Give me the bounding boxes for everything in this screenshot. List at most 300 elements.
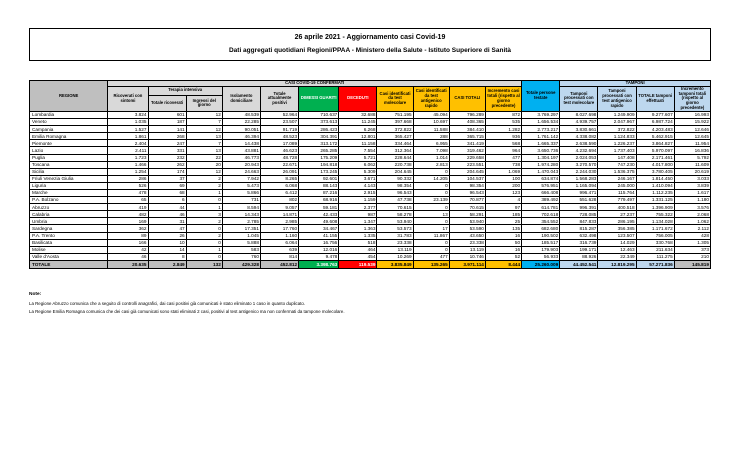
col-header-regione: REGIONE: [30, 81, 108, 112]
value-cell: 0: [413, 239, 449, 246]
value-cell: 1.159: [339, 197, 377, 204]
value-cell: 1: [186, 204, 222, 211]
value-cell: 52: [485, 253, 521, 260]
notes-section: [29, 292, 709, 317]
value-cell: 97: [485, 204, 521, 211]
value-cell: 3.824: [108, 111, 148, 118]
value-cell: 268: [148, 133, 186, 140]
value-cell: 24.663: [222, 168, 260, 175]
value-cell: 814: [260, 253, 298, 260]
value-cell: 2.112: [674, 225, 710, 232]
table-row: [30, 111, 711, 118]
value-cell: 47.738: [377, 197, 413, 204]
value-cell: 16: [485, 232, 521, 239]
region-name: Sicilia: [30, 168, 108, 175]
value-cell: 286: [108, 175, 148, 182]
value-cell: 1.396.909: [636, 204, 674, 211]
value-cell: 5.473: [222, 182, 260, 189]
value-cell: 47: [148, 225, 186, 232]
value-cell: 194.818: [299, 161, 339, 168]
value-cell: 3.830.661: [560, 126, 598, 133]
value-cell: 1.861: [108, 133, 148, 140]
value-cell: 518: [339, 239, 377, 246]
value-cell: 5.866: [222, 190, 260, 197]
value-cell: 22.671: [260, 161, 298, 168]
value-cell: 5.792: [674, 154, 710, 161]
value-cell: 2.377: [339, 204, 377, 211]
value-cell: 11.609: [674, 161, 710, 168]
value-cell: 1.254: [108, 168, 148, 175]
value-cell: 1.665.337: [522, 140, 560, 147]
value-cell: 3.971.114: [449, 260, 485, 268]
value-cell: 2.024.053: [560, 154, 598, 161]
value-cell: 6.068: [260, 182, 298, 189]
value-cell: 14.343: [222, 211, 260, 218]
value-cell: 286.423: [299, 126, 339, 133]
col-header-isolamento: Isolamento domiciliare: [222, 86, 260, 111]
region-name: Emilia Romagna: [30, 133, 108, 140]
col-header-attualmente-positivi: Totale attualmente positivi: [260, 86, 298, 111]
value-cell: 1.305: [674, 239, 710, 246]
col-header-ti-ingressi-giorno: Ingressi del giorno: [186, 95, 222, 111]
value-cell: 48.539: [222, 111, 260, 118]
value-cell: 373: [674, 246, 710, 253]
value-cell: 4.143: [339, 182, 377, 189]
value-cell: 288: [413, 133, 449, 140]
value-cell: 204.645: [449, 168, 485, 175]
value-cell: 1.249.909: [598, 111, 636, 118]
value-cell: 13.119: [449, 246, 485, 253]
region-name: Liguria: [30, 182, 108, 189]
value-cell: 37: [148, 175, 186, 182]
value-cell: 634.874: [522, 175, 560, 182]
value-cell: 10.269: [377, 253, 413, 260]
value-cell: 98.354: [377, 182, 413, 189]
col-header-totale-tamponi: TOTALE tamponi effettuati: [636, 86, 674, 111]
value-cell: 2.985: [260, 218, 298, 225]
value-cell: 12.463: [598, 246, 636, 253]
value-cell: 70.615: [377, 204, 413, 211]
value-cell: 12: [186, 111, 222, 118]
value-cell: 174: [148, 168, 186, 175]
value-cell: 3.576: [674, 204, 710, 211]
value-cell: 32.688: [339, 111, 377, 118]
table-row: [30, 154, 711, 161]
region-name: P.A. Trento: [30, 232, 108, 239]
value-cell: 1.124.833: [598, 133, 636, 140]
value-cell: 199.171: [560, 246, 598, 253]
value-cell: 53.940: [377, 218, 413, 225]
value-cell: 46.773: [222, 154, 260, 161]
value-cell: 1.062: [674, 218, 710, 225]
value-cell: 204.645: [377, 168, 413, 175]
value-cell: 245.000: [598, 182, 636, 189]
value-cell: 8.027.698: [560, 111, 598, 118]
value-cell: 2.411: [108, 147, 148, 154]
value-cell: 59.181: [299, 204, 339, 211]
covid-data-table: [29, 80, 711, 269]
value-cell: 14.438: [222, 140, 260, 147]
value-cell: 111.275: [636, 253, 674, 260]
value-cell: 702.618: [522, 211, 560, 218]
table-row: [30, 246, 711, 253]
value-cell: 17.351: [222, 225, 260, 232]
value-cell: 2.171.461: [636, 154, 674, 161]
value-cell: 13.119: [377, 246, 413, 253]
value-cell: 20: [186, 161, 222, 168]
value-cell: 265.285: [299, 147, 339, 154]
value-cell: 132: [186, 260, 222, 268]
value-cell: 1.527: [108, 126, 148, 133]
col-header-tamponi-molecolare: Tamponi processati con test molecolare: [560, 86, 598, 111]
value-cell: 22: [186, 154, 222, 161]
value-cell: 847.833: [560, 218, 598, 225]
value-cell: 26: [148, 232, 186, 239]
value-cell: 12: [186, 126, 222, 133]
col-header-incremento-casi: Incremento casi totali (rispetto al giorno precedente): [485, 86, 521, 111]
value-cell: 17: [413, 225, 449, 232]
value-cell: 372.822: [598, 126, 636, 133]
value-cell: 187: [148, 119, 186, 126]
value-cell: 31.783: [377, 232, 413, 239]
value-cell: 50: [485, 239, 521, 246]
value-cell: 20.635: [108, 260, 148, 268]
value-cell: 9.478: [299, 253, 339, 260]
value-cell: 13: [413, 211, 449, 218]
value-cell: 7.098: [413, 147, 449, 154]
value-cell: 200: [485, 182, 521, 189]
value-cell: 45.094: [413, 111, 449, 118]
value-cell: 760: [222, 253, 260, 260]
value-cell: 1.226.237: [598, 140, 636, 147]
value-cell: 3.650.736: [522, 147, 560, 154]
value-cell: 3.780.405: [636, 168, 674, 175]
value-cell: 0: [186, 253, 222, 260]
value-cell: 26.091: [260, 168, 298, 175]
table-row: [30, 190, 711, 197]
page-subtitle: Dati aggregati quotidiani Regioni/PPAA - Ministero della Salute - Istituto Superiore di Sanità: [228, 47, 512, 54]
value-cell: 8.444: [485, 260, 521, 268]
value-cell: 7.554: [339, 147, 377, 154]
value-cell: 400.518: [598, 204, 636, 211]
value-cell: 1.045: [222, 232, 260, 239]
table-row: [30, 232, 711, 239]
value-cell: 48.728: [260, 154, 298, 161]
value-cell: 69: [148, 182, 186, 189]
value-cell: 145.819: [674, 260, 710, 268]
value-cell: 22.349: [598, 253, 636, 260]
value-cell: 11.954: [674, 140, 710, 147]
region-name: Campania: [30, 126, 108, 133]
value-cell: 210: [674, 253, 710, 260]
value-cell: 3.769.297: [522, 111, 560, 118]
value-cell: 2: [186, 232, 222, 239]
value-cell: 53.940: [449, 218, 485, 225]
value-cell: 16.836: [674, 147, 710, 154]
value-cell: 1.134.028: [636, 218, 674, 225]
table-row: [30, 225, 711, 232]
value-cell: 738: [485, 161, 521, 168]
value-cell: 8.594: [222, 204, 260, 211]
value-cell: 169: [108, 218, 148, 225]
value-cell: 262: [148, 161, 186, 168]
value-cell: 185: [485, 211, 521, 218]
value-cell: 179.903: [522, 246, 560, 253]
value-cell: 223.551: [449, 161, 485, 168]
value-cell: 0: [413, 204, 449, 211]
value-cell: 11.867: [413, 232, 449, 239]
value-cell: 12.646: [674, 126, 710, 133]
value-cell: 41.155: [299, 232, 339, 239]
region-name: Puglia: [30, 154, 108, 161]
value-cell: 365.715: [449, 133, 485, 140]
value-cell: 1.165.094: [560, 182, 598, 189]
value-cell: 20.619: [674, 168, 710, 175]
value-cell: 1.171.672: [636, 225, 674, 232]
value-cell: 25: [485, 218, 521, 225]
value-cell: 57.271.836: [636, 260, 674, 268]
value-cell: 408.365: [449, 119, 485, 126]
region-name: Umbria: [30, 218, 108, 225]
value-cell: 477: [485, 154, 521, 161]
value-cell: 987: [339, 211, 377, 218]
value-cell: 312.364: [377, 147, 413, 154]
value-cell: 1.536.375: [598, 168, 636, 175]
region-name: Sardegna: [30, 225, 108, 232]
value-cell: 0: [186, 197, 222, 204]
value-cell: 135: [485, 225, 521, 232]
table-row: [30, 147, 711, 154]
value-cell: 96.543: [377, 190, 413, 197]
value-cell: 478: [108, 190, 148, 197]
value-cell: 14.871: [260, 211, 298, 218]
value-cell: 8.265: [260, 175, 298, 182]
value-cell: 2: [186, 218, 222, 225]
value-cell: 1.410.094: [636, 182, 674, 189]
value-cell: 3.398.763: [299, 260, 339, 268]
value-cell: 13: [186, 147, 222, 154]
value-cell: 90.332: [377, 175, 413, 182]
value-cell: 1.470.043: [522, 168, 560, 175]
table-row: [30, 126, 711, 133]
value-cell: 6: [148, 197, 186, 204]
value-cell: 58.278: [377, 211, 413, 218]
value-cell: 3.033: [674, 175, 710, 182]
value-cell: 52.964: [260, 111, 298, 118]
value-cell: 304.391: [299, 133, 339, 140]
value-cell: 568: [485, 140, 521, 147]
value-cell: 46: [108, 253, 148, 260]
value-cell: 751.195: [377, 111, 413, 118]
value-cell: 389.492: [522, 197, 560, 204]
table-row: [30, 133, 711, 140]
value-cell: 141: [148, 126, 186, 133]
value-cell: 429.328: [222, 260, 260, 268]
value-cell: 2.068: [674, 211, 710, 218]
value-cell: 872: [485, 111, 521, 118]
notes-label: Note:: [29, 292, 42, 297]
value-cell: 313.172: [299, 140, 339, 147]
value-cell: 964: [485, 147, 521, 154]
value-cell: 90.051: [222, 126, 260, 133]
value-cell: 454: [339, 253, 377, 260]
value-cell: 44.452.541: [560, 260, 598, 268]
col-header-casi-antigenico: Casi identificati da test antigenico rapido: [413, 86, 449, 111]
value-cell: 0: [186, 225, 222, 232]
value-cell: 17.760: [260, 225, 298, 232]
value-cell: 12: [186, 168, 222, 175]
note-line-abruzzo: La Regione Abruzzo comunica che a seguito di controlli anagrafici, dai casi positivi già comunicati è stato eliminato 1 caso in quanto duplicato.: [29, 301, 306, 306]
value-cell: 2.244.030: [560, 168, 598, 175]
title-box: [29, 28, 711, 61]
value-cell: 372.822: [377, 126, 413, 133]
value-cell: 2.404: [108, 140, 148, 147]
value-cell: 173.245: [299, 168, 339, 175]
value-cell: 119.539: [339, 260, 377, 268]
value-cell: 34.467: [299, 225, 339, 232]
value-cell: 87.216: [299, 190, 339, 197]
value-cell: 996.471: [560, 190, 598, 197]
value-cell: 2: [186, 175, 222, 182]
value-cell: 166: [108, 239, 148, 246]
value-cell: 147.408: [598, 154, 636, 161]
region-name: Marche: [30, 190, 108, 197]
value-cell: 43.650: [449, 232, 485, 239]
value-cell: 190.502: [522, 232, 560, 239]
table-row: [30, 161, 711, 168]
value-cell: 601: [148, 111, 186, 118]
value-cell: 104.537: [449, 175, 485, 182]
value-cell: 3.671: [339, 175, 377, 182]
value-cell: 12.016: [299, 246, 339, 253]
value-cell: 996.391: [560, 204, 598, 211]
col-header-casi-molecolare: Casi identificati da test molecolare: [377, 86, 413, 111]
value-cell: 0: [413, 168, 449, 175]
value-cell: 16.756: [299, 239, 339, 246]
value-cell: 362: [108, 225, 148, 232]
value-cell: 43.881: [222, 147, 260, 154]
region-name: Molise: [30, 246, 108, 253]
value-cell: 551.628: [560, 197, 598, 204]
value-cell: 5.970.097: [636, 147, 674, 154]
value-cell: 20.943: [222, 161, 260, 168]
region-name: Valle d'Aosta: [30, 253, 108, 260]
col-header-ti-totale-ricoverati: Totale ricoverati: [148, 95, 186, 111]
value-cell: 1.112.235: [636, 190, 674, 197]
value-cell: 1.347: [339, 218, 377, 225]
value-cell: 316.739: [560, 239, 598, 246]
value-cell: 2.047.967: [598, 119, 636, 126]
value-cell: 91.719: [260, 126, 298, 133]
value-cell: 4.338.082: [560, 133, 598, 140]
value-cell: 614.781: [522, 204, 560, 211]
value-cell: 1.331.125: [636, 197, 674, 204]
value-cell: 23.338: [449, 239, 485, 246]
region-name: Toscana: [30, 161, 108, 168]
value-cell: 44: [148, 204, 186, 211]
value-cell: 4.232.694: [560, 147, 598, 154]
group-header-terapia-intensiva: Terapia intensiva: [148, 86, 222, 95]
col-header-dimessi-guariti: DIMESSI GUARITI: [299, 86, 339, 111]
value-cell: 23.139: [413, 197, 449, 204]
value-cell: 1.014: [413, 154, 449, 161]
value-cell: 0: [413, 190, 449, 197]
value-cell: 4: [485, 197, 521, 204]
value-cell: 11.245: [339, 119, 377, 126]
value-cell: 2.813: [413, 161, 449, 168]
value-cell: 11.158: [339, 140, 377, 147]
table-row: [30, 182, 711, 189]
value-cell: 31: [148, 218, 186, 225]
value-cell: 576.951: [522, 182, 560, 189]
value-cell: 53.573: [377, 225, 413, 232]
value-cell: 211.634: [636, 246, 674, 253]
region-name: Basilicata: [30, 239, 108, 246]
value-cell: 9.057: [260, 204, 298, 211]
col-header-tamponi-antigenico: Tamponi processati con test antigenico rapido: [598, 86, 636, 111]
total-label: TOTALE: [30, 260, 108, 268]
value-cell: 535: [485, 119, 521, 126]
value-cell: 5.888: [222, 239, 260, 246]
col-header-deceduti: DECEDUTI: [339, 86, 377, 111]
value-cell: 228.644: [377, 154, 413, 161]
value-cell: 25.260.009: [522, 260, 560, 268]
value-cell: 1.180: [674, 197, 710, 204]
value-cell: 0: [413, 246, 449, 253]
value-cell: 89: [108, 232, 148, 239]
value-cell: 70.615: [449, 204, 485, 211]
value-cell: 1.160: [260, 232, 298, 239]
value-cell: 286.195: [598, 218, 636, 225]
value-cell: 12.819.295: [598, 260, 636, 268]
value-cell: 3.270.570: [560, 161, 598, 168]
value-cell: 46: [148, 211, 186, 218]
value-cell: 229.658: [449, 154, 485, 161]
value-cell: 2.849: [148, 260, 186, 268]
total-row: [30, 260, 711, 268]
value-cell: 936: [485, 133, 521, 140]
table-row: [30, 168, 711, 175]
value-cell: 5.462.915: [636, 133, 674, 140]
value-cell: 1.737.403: [598, 147, 636, 154]
value-cell: 3.864.827: [636, 140, 674, 147]
value-cell: 6.955: [413, 140, 449, 147]
value-cell: 175.209: [299, 154, 339, 161]
region-name: Friuli Venezia Giulia: [30, 175, 108, 182]
value-cell: 1.466: [108, 161, 148, 168]
value-cell: 779.497: [598, 197, 636, 204]
table-row: [30, 197, 711, 204]
value-cell: 755.322: [636, 211, 674, 218]
value-cell: 1.069: [485, 168, 521, 175]
value-cell: 15.922: [674, 119, 710, 126]
value-cell: 14.205: [413, 175, 449, 182]
value-cell: 16: [485, 246, 521, 253]
value-cell: 0: [186, 239, 222, 246]
value-cell: 365.427: [377, 133, 413, 140]
value-cell: 1.335: [339, 232, 377, 239]
value-cell: 682.680: [522, 225, 560, 232]
value-cell: 3.835.849: [377, 260, 413, 268]
value-cell: 1: [186, 190, 222, 197]
value-cell: 1.974.280: [522, 161, 560, 168]
value-cell: 1.814.450: [636, 175, 674, 182]
value-cell: 419: [108, 204, 148, 211]
value-cell: 98.354: [449, 182, 485, 189]
page-title: 26 aprile 2021 - Aggiornamento casi Covid-19: [294, 34, 446, 41]
table-row: [30, 218, 711, 225]
value-cell: 7.942: [222, 175, 260, 182]
